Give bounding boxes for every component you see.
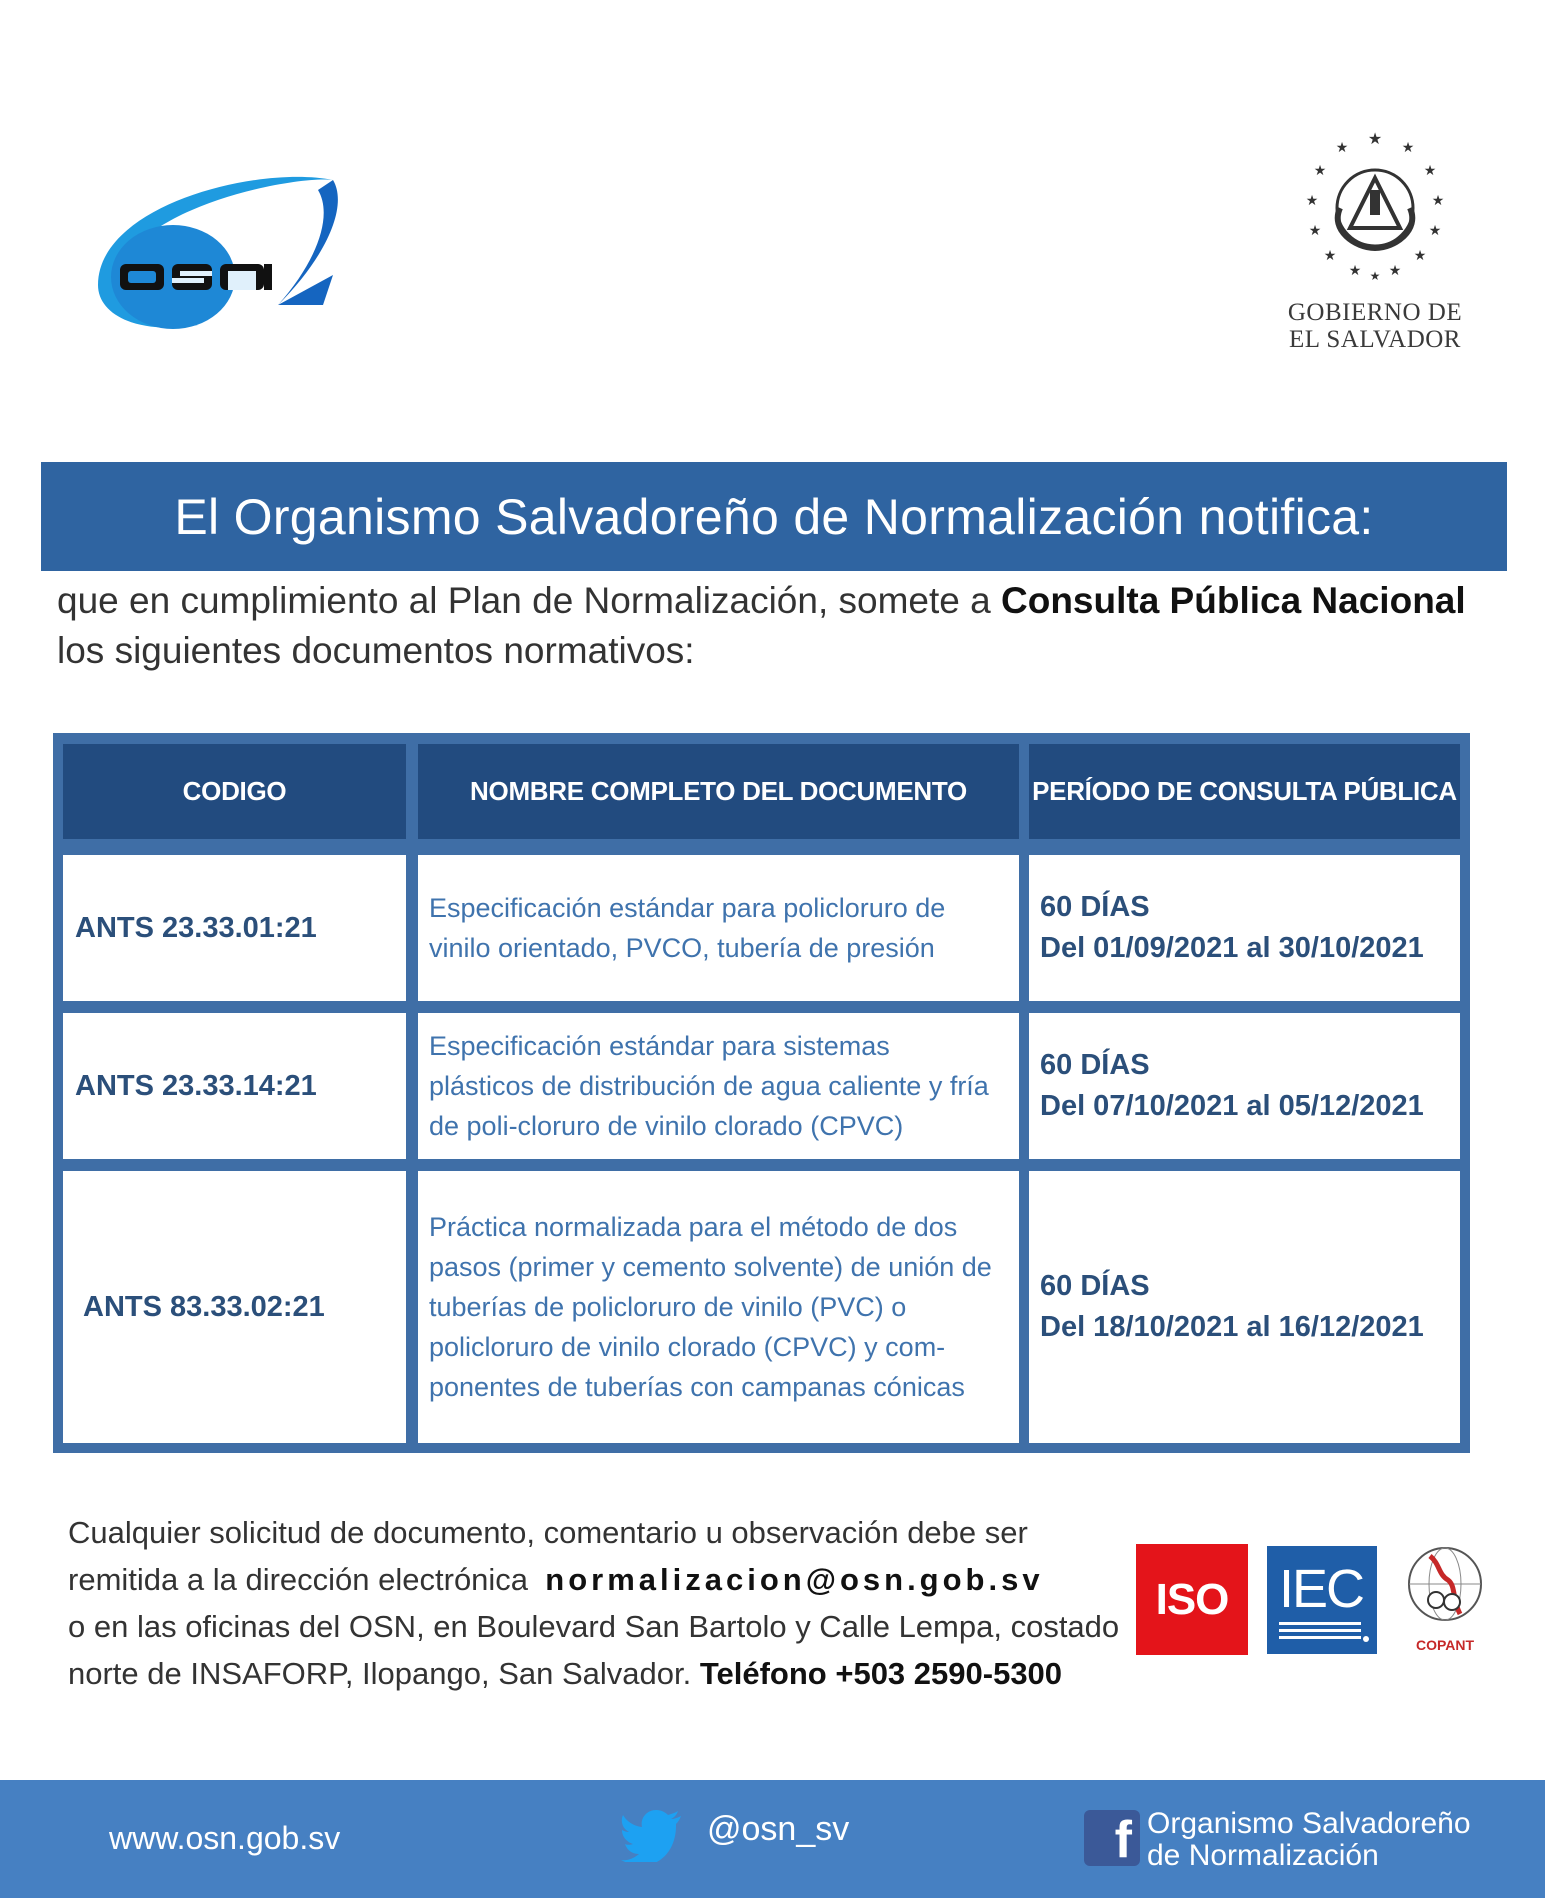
facebook-line-1: Organismo Salvadoreño: [1147, 1807, 1471, 1840]
facebook-line-2: de Normalización: [1147, 1839, 1379, 1872]
iso-logo: [1136, 1544, 1248, 1655]
contact-line-2: remitida a la dirección electrónica: [68, 1562, 537, 1597]
svg-text:★: ★: [1401, 139, 1415, 155]
table-row-2-dates: Del 07/10/2021 al 05/12/2021: [1040, 1090, 1424, 1122]
header-periodo: PERÍODO DE CONSULTA PÚBLICA: [1029, 744, 1460, 839]
contact-line-3: o en las oficinas del OSN, en Boulevard San Bartolo y Calle Lempa, costado: [68, 1609, 1120, 1644]
iso-logo-text: ISO: [1155, 1574, 1229, 1624]
svg-text:★: ★: [1305, 192, 1319, 208]
contact-email-link[interactable]: normalizacion@osn.gob.sv: [545, 1562, 1044, 1597]
header-nombre: NOMBRE COMPLETO DEL DOCUMENTO: [418, 744, 1019, 839]
svg-text:★: ★: [1308, 222, 1322, 238]
coat-of-arms-icon: [1300, 130, 1450, 290]
intro-bold: Consulta Pública Nacional: [1001, 580, 1466, 621]
header-codigo: CODIGO: [63, 744, 406, 839]
table-row-1-days: 60 DÍAS: [1040, 891, 1150, 923]
intro-text-1: que en cumplimiento al Plan de Normalización, somete a: [57, 580, 1001, 621]
contact-paragraph: [68, 1509, 1128, 1697]
twitter-handle[interactable]: @osn_sv: [707, 1810, 850, 1848]
svg-text:★: ★: [1348, 262, 1362, 278]
iec-logo: [1267, 1546, 1377, 1654]
contact-line-4: norte de INSAFORP, Ilopango, San Salvador.: [68, 1656, 700, 1691]
table-row-1-dates: Del 01/09/2021 al 30/10/2021: [1040, 932, 1424, 964]
globe-icon: [1400, 1544, 1490, 1624]
table-row-1-name: Especificación estándar para policloruro de vinilo orientado, PVCO, tubería de presión: [418, 855, 1019, 1001]
facebook-page-link[interactable]: [1147, 1808, 1471, 1872]
table-row-3-code: ANTS 83.33.02:21: [63, 1171, 406, 1443]
banner-title: El Organismo Salvadoreño de Normalización notifica:: [174, 488, 1374, 545]
documents-table: [53, 733, 1470, 1453]
table-row-2-period: [1029, 1013, 1460, 1159]
table-row-2-code: ANTS 23.33.14:21: [63, 1013, 406, 1159]
table-row-3-days: 60 DÍAS: [1040, 1270, 1150, 1302]
svg-text:★: ★: [1313, 162, 1327, 178]
table-row-3-name: Práctica normalizada para el método de dos pasos (primer y cemento solvente) de unión de tuberías de policloruro de vinilo (PVC) o policloruro de vinilo clorado (CPVC) y com-ponentes de tuberías con campanas cónicas: [418, 1171, 1019, 1443]
table-row-2-days: 60 DÍAS: [1040, 1049, 1150, 1081]
svg-text:★: ★: [1367, 131, 1383, 148]
copant-logo-text: COPANT: [1415, 1637, 1475, 1653]
contact-line-1: Cualquier solicitud de documento, comentario u observación debe ser: [68, 1515, 1028, 1550]
svg-text:★: ★: [1335, 139, 1349, 155]
twitter-icon[interactable]: [621, 1810, 683, 1862]
table-row-2-name: Especificación estándar para sistemas plásticos de distribución de agua caliente y fría de poli-cloruro de vinilo clorado (CPVC): [418, 1013, 1019, 1159]
svg-text:★: ★: [1323, 247, 1337, 263]
website-link[interactable]: www.osn.gob.sv: [109, 1820, 341, 1856]
osn-logo: [78, 165, 348, 350]
table-row-3-period: [1029, 1171, 1460, 1443]
intro-paragraph: [57, 576, 1497, 676]
contact-phone: Teléfono +503 2590-5300: [699, 1656, 1063, 1691]
iec-logo-text: IEC: [1279, 1559, 1364, 1619]
svg-text:★: ★: [1428, 222, 1442, 238]
table-row-1-period: [1029, 855, 1460, 1001]
svg-text:★: ★: [1431, 192, 1445, 208]
copant-logo: [1400, 1544, 1490, 1659]
svg-text:★: ★: [1423, 162, 1437, 178]
footer: [0, 1780, 1545, 1898]
intro-text-2: los siguientes documentos normativos:: [57, 630, 695, 671]
gobierno-logo: [1280, 130, 1470, 353]
svg-text:★: ★: [1369, 269, 1381, 283]
notification-banner: [41, 462, 1507, 571]
table-row-3-dates: Del 18/10/2021 al 16/12/2021: [1040, 1311, 1424, 1343]
gov-logo-line1: GOBIERNO DE: [1287, 299, 1463, 326]
gov-logo-line2: EL SALVADOR: [1289, 326, 1461, 353]
table-row-1-code: ANTS 23.33.01:21: [63, 855, 406, 1001]
svg-text:★: ★: [1413, 247, 1427, 263]
facebook-icon[interactable]: f: [1084, 1810, 1140, 1866]
svg-text:★: ★: [1388, 262, 1402, 278]
